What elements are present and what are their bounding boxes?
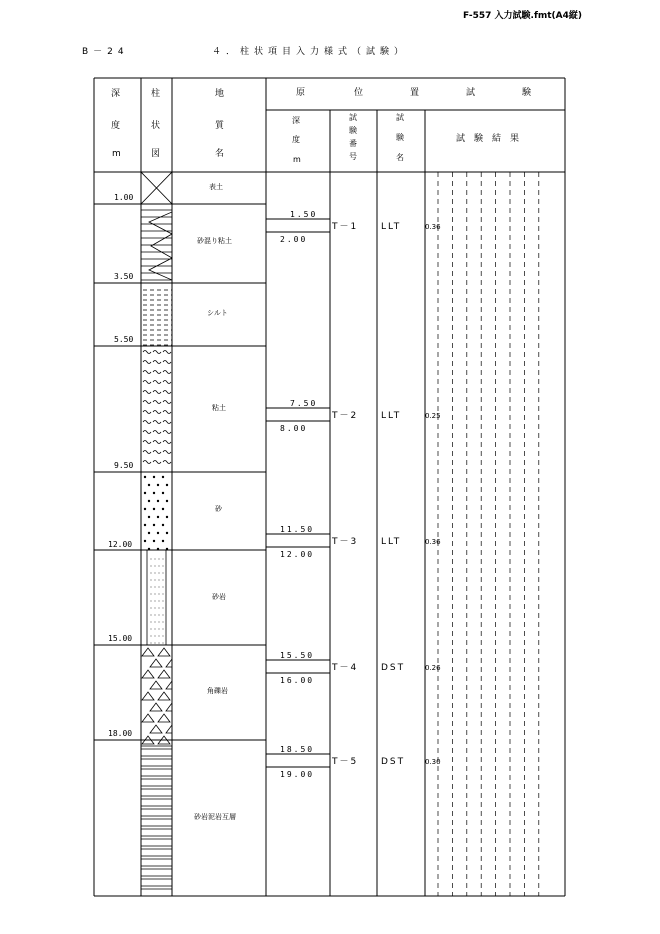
layer-depth-4: 9.50 bbox=[114, 461, 134, 470]
alternation-pattern bbox=[141, 746, 172, 889]
sandstone-dot bbox=[163, 573, 164, 574]
test-1-value: 0.36 bbox=[425, 223, 441, 231]
sand-dot bbox=[157, 548, 159, 550]
test-depth-header-1: 深 bbox=[292, 116, 300, 125]
sandstone-dot bbox=[155, 587, 156, 588]
sandstone-dot bbox=[155, 643, 156, 644]
sandstone-dot bbox=[151, 615, 152, 616]
sandstone-dot bbox=[155, 573, 156, 574]
sandstone-dot bbox=[155, 629, 156, 630]
sandstone-dot bbox=[159, 608, 160, 609]
sandstone-dot bbox=[163, 594, 164, 595]
topsoil-pattern bbox=[141, 172, 172, 204]
sand-dot bbox=[166, 484, 168, 486]
sandstone-dot bbox=[159, 636, 160, 637]
sandstone-dot bbox=[163, 608, 164, 609]
test-2-name: LLT bbox=[381, 411, 402, 421]
sandstone-dot bbox=[151, 566, 152, 567]
sand-dot bbox=[144, 508, 146, 510]
insitu-header-2: 位 bbox=[354, 88, 364, 98]
sand-dot bbox=[148, 500, 150, 502]
sand-dot bbox=[162, 508, 164, 510]
sand-dot bbox=[148, 516, 150, 518]
sand-dot bbox=[166, 516, 168, 518]
sandstone-dot bbox=[159, 601, 160, 602]
test-1-bottom: 2.00 bbox=[280, 235, 308, 244]
sandstone-dot bbox=[151, 587, 152, 588]
layer-name-2: 砂混り粘土 bbox=[197, 237, 232, 245]
sandstone-dot bbox=[151, 601, 152, 602]
sand-dot bbox=[144, 524, 146, 526]
sand-dot bbox=[153, 508, 155, 510]
test-5-value: 0.30 bbox=[425, 758, 441, 766]
sandstone-dot bbox=[163, 587, 164, 588]
sand-dot bbox=[162, 476, 164, 478]
test-2-no: T－2 bbox=[332, 411, 359, 421]
test-5-top: 18.50 bbox=[280, 745, 315, 754]
test-1-no: T－1 bbox=[332, 222, 359, 232]
sandstone-dot bbox=[151, 629, 152, 630]
sand-dot bbox=[162, 540, 164, 542]
sandstone-dot bbox=[159, 587, 160, 588]
sand-dot bbox=[162, 492, 164, 494]
sandstone-dot bbox=[155, 615, 156, 616]
sand-dot bbox=[153, 524, 155, 526]
sand-dot bbox=[166, 532, 168, 534]
layer-name-4: 粘土 bbox=[212, 404, 226, 412]
sandstone-dot bbox=[159, 559, 160, 560]
layer-depth-2: 3.50 bbox=[114, 272, 134, 281]
sandstone-dot bbox=[163, 629, 164, 630]
sandstone-dot bbox=[163, 566, 164, 567]
sandstone-dot bbox=[163, 580, 164, 581]
sand-dot bbox=[148, 484, 150, 486]
sand-dot bbox=[157, 500, 159, 502]
test-depth-header-2: 度 bbox=[292, 135, 300, 144]
test-4-no: T－4 bbox=[332, 663, 359, 673]
sandstone-dot bbox=[155, 559, 156, 560]
sandstone-dot bbox=[159, 580, 160, 581]
test-no-header-3: 番 bbox=[349, 139, 357, 148]
sandstone-dot bbox=[163, 622, 164, 623]
geology-header-2: 質 bbox=[215, 121, 225, 131]
sand-dot bbox=[153, 476, 155, 478]
sandstone-dot bbox=[151, 573, 152, 574]
test-2-bottom: 8.00 bbox=[280, 424, 308, 433]
clay-pattern bbox=[143, 351, 171, 464]
layer-name-8: 砂岩泥岩互層 bbox=[194, 813, 236, 821]
geology-header-3: 名 bbox=[215, 149, 225, 159]
test-5-no: T－5 bbox=[332, 757, 359, 767]
bore-number: B－24 bbox=[82, 47, 129, 57]
layer-name-3: シルト bbox=[207, 309, 228, 317]
sand-dot bbox=[162, 524, 164, 526]
sandstone-dot bbox=[163, 615, 164, 616]
sandstone-dot bbox=[151, 643, 152, 644]
sandstone-dot bbox=[163, 601, 164, 602]
sand-dot bbox=[153, 540, 155, 542]
sandstone-dot bbox=[159, 615, 160, 616]
sand-dot bbox=[166, 548, 168, 550]
sandstone-dot bbox=[151, 622, 152, 623]
sandstone-dot bbox=[159, 629, 160, 630]
sand-dot bbox=[153, 492, 155, 494]
test-3-name: LLT bbox=[381, 537, 402, 547]
test-no-header-2: 験 bbox=[349, 126, 357, 135]
geology-header-1: 地 bbox=[215, 89, 225, 99]
insitu-header-3: 置 bbox=[410, 88, 420, 98]
sandstone-dot bbox=[155, 594, 156, 595]
sandstone-dot bbox=[155, 636, 156, 637]
sandstone-dot bbox=[163, 559, 164, 560]
column-header-1: 柱 bbox=[151, 89, 161, 99]
depth-header-2: 度 bbox=[111, 121, 121, 131]
test-4-value: 0.26 bbox=[425, 664, 441, 672]
test-name-header-1: 試 bbox=[396, 113, 404, 122]
insitu-header-1: 原 bbox=[296, 88, 306, 98]
sand-dot bbox=[144, 476, 146, 478]
layer-depth-7: 18.00 bbox=[108, 729, 133, 738]
sandstone-dot bbox=[151, 580, 152, 581]
column-header-2: 状 bbox=[151, 121, 161, 131]
layer-depth-5: 12.00 bbox=[108, 540, 133, 549]
sand-dot bbox=[157, 484, 159, 486]
sandstone-pattern bbox=[147, 550, 166, 645]
form-id: F-557 入力試験.fmt(A4縦) bbox=[463, 11, 582, 21]
breccia-pattern bbox=[142, 648, 178, 744]
test-3-top: 11.50 bbox=[280, 525, 315, 534]
test-1-name: LLT bbox=[381, 222, 402, 232]
test-5-bottom: 19.00 bbox=[280, 770, 315, 779]
page-title: ４．柱状項目入力様式（試験） bbox=[212, 47, 409, 57]
sand-dot bbox=[148, 532, 150, 534]
depth-header-1: 深 bbox=[111, 89, 121, 99]
insitu-header-4: 試 bbox=[466, 88, 476, 98]
sand-dot bbox=[157, 516, 159, 518]
test-result-header: 試 験 結 果 bbox=[456, 134, 520, 144]
sandstone-dot bbox=[155, 580, 156, 581]
sandy-clay-pattern bbox=[141, 210, 172, 280]
layer-depth-3: 5.50 bbox=[114, 335, 134, 344]
sand-dot bbox=[144, 492, 146, 494]
sandstone-dot bbox=[159, 594, 160, 595]
sandstone-dot bbox=[155, 622, 156, 623]
test-1-top: 1.50 bbox=[290, 210, 318, 219]
layer-name-7: 角礫岩 bbox=[207, 687, 228, 695]
test-3-value: 0.36 bbox=[425, 538, 441, 546]
test-4-bottom: 16.00 bbox=[280, 676, 315, 685]
sandstone-dot bbox=[163, 643, 164, 644]
sandstone-dot bbox=[159, 573, 160, 574]
test-2-top: 7.50 bbox=[290, 399, 318, 408]
sandstone-dot bbox=[155, 601, 156, 602]
depth-header-3: m bbox=[112, 149, 121, 159]
layer-name-1: 表土 bbox=[209, 183, 223, 191]
test-no-header-1: 試 bbox=[349, 113, 357, 122]
test-4-top: 15.50 bbox=[280, 651, 315, 660]
silt-pattern bbox=[143, 290, 175, 345]
layer-depth-1: 1.00 bbox=[114, 193, 134, 202]
layer-name-5: 砂 bbox=[215, 505, 222, 513]
test-3-bottom: 12.00 bbox=[280, 550, 315, 559]
test-4-name: DST bbox=[381, 663, 406, 673]
test-2-value: 0.25 bbox=[425, 412, 441, 420]
test-no-header-4: 号 bbox=[349, 152, 357, 161]
column-header-3: 図 bbox=[151, 149, 161, 159]
test-name-header-2: 験 bbox=[396, 133, 404, 142]
sand-dot bbox=[157, 532, 159, 534]
sandstone-dot bbox=[159, 566, 160, 567]
test-5-name: DST bbox=[381, 757, 406, 767]
sand-dot bbox=[148, 548, 150, 550]
test-name-header-3: 名 bbox=[396, 153, 404, 162]
sand-dot bbox=[166, 500, 168, 502]
sandstone-dot bbox=[151, 608, 152, 609]
test-depth-header-3: m bbox=[293, 155, 301, 164]
sand-dot bbox=[144, 540, 146, 542]
sandstone-dot bbox=[155, 566, 156, 567]
sandstone-dot bbox=[151, 559, 152, 560]
test-3-no: T－3 bbox=[332, 537, 359, 547]
sandstone-dot bbox=[163, 636, 164, 637]
insitu-header-5: 験 bbox=[522, 88, 532, 98]
sandstone-dot bbox=[159, 643, 160, 644]
sandstone-dot bbox=[159, 622, 160, 623]
layer-depth-6: 15.00 bbox=[108, 634, 133, 643]
sandstone-dot bbox=[151, 594, 152, 595]
sandstone-dot bbox=[151, 636, 152, 637]
layer-name-6: 砂岩 bbox=[212, 593, 226, 601]
sandstone-dot bbox=[155, 608, 156, 609]
